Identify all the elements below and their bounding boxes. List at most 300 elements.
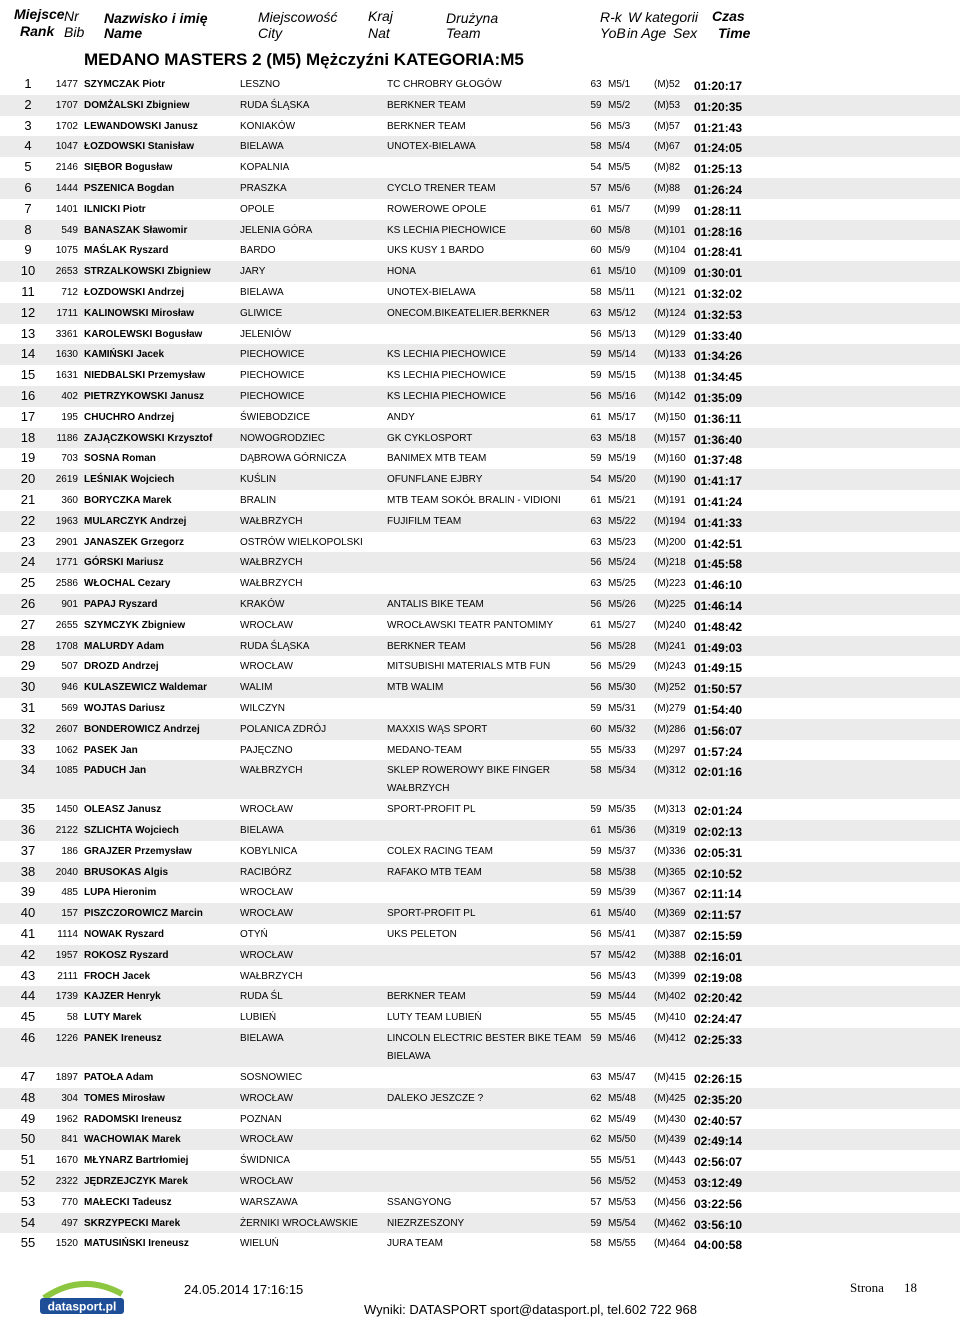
city-cell: SOSNOWIEC: [240, 1072, 303, 1084]
table-row: [0, 324, 960, 345]
birth-year-cell: 61: [590, 411, 602, 423]
rank-cell: 43: [20, 967, 36, 983]
gender-place-cell: (M)101: [654, 224, 686, 236]
header-team-pl: Drużyna: [446, 10, 499, 26]
finish-time-cell: 01:20:17: [694, 79, 743, 93]
finish-time-cell: 01:49:03: [694, 640, 743, 655]
city-cell: WROCŁAW: [240, 949, 293, 961]
birth-year-cell: 59: [590, 1033, 602, 1045]
category-place-cell: M5/8: [608, 224, 631, 236]
gender-place-cell: (M)430: [654, 1113, 686, 1125]
header-name-en: Name: [104, 25, 143, 41]
birth-year-cell: 56: [590, 640, 602, 652]
finish-time-cell: 02:24:47: [694, 1012, 743, 1027]
competitor-name: PASEK Jan: [84, 744, 138, 756]
bib-cell: 1075: [55, 245, 78, 257]
category-place-cell: M5/52: [608, 1176, 636, 1188]
team-cell: CYCLO TRENER TEAM: [387, 182, 496, 194]
category-place-cell: M5/3: [608, 120, 631, 132]
rank-cell: 27: [20, 616, 36, 632]
team-cell: MTB TEAM SOKÓŁ BRALIN - VIDIONI: [387, 494, 561, 506]
bib-cell: 1444: [55, 182, 78, 194]
table-row: [0, 303, 960, 324]
city-cell: PIECHOWICE: [240, 390, 305, 402]
table-row: [0, 95, 960, 116]
finish-time-cell: 02:56:07: [694, 1155, 743, 1170]
table-row: [0, 261, 960, 282]
finish-time-cell: 01:37:48: [694, 453, 743, 468]
bib-cell: 770: [61, 1196, 78, 1208]
birth-year-cell: 62: [590, 1134, 602, 1146]
team-cell: ANTALIS BIKE TEAM: [387, 598, 484, 610]
team-cell: UNOTEX-BIELAWA: [387, 286, 476, 298]
gender-place-cell: (M)218: [654, 557, 686, 569]
team-cell: ONECOM.BIKEATELIER.BERKNER: [387, 307, 550, 319]
bib-cell: 1711: [56, 307, 78, 319]
logo-swoosh: [44, 1284, 122, 1298]
table-row: [0, 573, 960, 594]
gender-place-cell: (M)67: [654, 141, 681, 153]
city-cell: BIELAWA: [240, 1033, 284, 1045]
gender-place-cell: (M)387: [654, 929, 686, 941]
bib-cell: 402: [61, 390, 78, 402]
category-place-cell: M5/38: [608, 866, 636, 878]
rank-cell: 18: [20, 429, 36, 445]
city-cell: PIECHOWICE: [240, 349, 305, 361]
city-cell: WROCŁAW: [240, 887, 293, 899]
gender-place-cell: (M)240: [654, 619, 686, 631]
bib-cell: 1085: [55, 765, 78, 777]
category-place-cell: M5/30: [608, 682, 636, 694]
bib-cell: 360: [61, 494, 78, 506]
category-place-cell: M5/1: [608, 79, 631, 90]
competitor-name: LEŚNIAK Wojciech: [84, 474, 175, 486]
table-row: [0, 365, 960, 386]
table-row: [0, 903, 960, 924]
birth-year-cell: 63: [590, 432, 602, 444]
category-place-cell: M5/5: [608, 162, 631, 174]
bib-cell: 2146: [55, 162, 78, 174]
table-row: [0, 344, 960, 365]
gender-place-cell: (M)464: [654, 1238, 686, 1250]
rank-cell: 10: [20, 263, 36, 279]
competitor-name: WŁOCHAL Cezary: [84, 578, 171, 590]
bib-cell: 1226: [55, 1033, 78, 1045]
rank-cell: 48: [20, 1089, 36, 1105]
city-cell: WROCŁAW: [240, 908, 293, 920]
rank-cell: 22: [20, 512, 36, 528]
rank-cell: 5: [24, 159, 32, 175]
table-row: [0, 136, 960, 157]
city-cell: LUBIEŃ: [240, 1012, 277, 1024]
city-cell: KRAKÓW: [240, 598, 285, 610]
table-row: [0, 178, 960, 199]
birth-year-cell: 62: [590, 1113, 602, 1125]
rank-cell: 21: [20, 491, 36, 507]
page-number: 18: [904, 1280, 917, 1295]
rank-cell: 44: [20, 988, 36, 1004]
finish-time-cell: 01:41:33: [694, 515, 743, 530]
city-cell: BIELAWA: [240, 141, 284, 153]
category-place-cell: M5/24: [608, 557, 636, 569]
birth-year-cell: 55: [590, 1155, 602, 1167]
bib-cell: 2322: [55, 1176, 78, 1188]
table-row: [0, 282, 960, 303]
category-place-cell: M5/53: [608, 1196, 636, 1208]
header-rank-en: Rank: [20, 23, 55, 39]
finish-time-cell: 02:16:01: [694, 949, 743, 964]
rank-cell: 8: [24, 221, 32, 237]
header-rank-pl: Miejsce: [14, 6, 65, 22]
gender-place-cell: (M)104: [654, 245, 686, 257]
rank-cell: 39: [20, 884, 36, 900]
city-cell: KUŚLIN: [240, 474, 277, 486]
bib-cell: 1186: [56, 432, 78, 444]
table-row: [0, 1067, 960, 1088]
rank-cell: 50: [20, 1131, 36, 1147]
competitor-name: BONDEROWICZ Andrzej: [84, 723, 200, 735]
finish-time-cell: 02:01:16: [694, 765, 743, 780]
header-yob-en: YoB: [600, 25, 626, 41]
competitor-name: WACHOWIAK Marek: [84, 1134, 181, 1146]
city-cell: WAŁBRZYCH: [240, 578, 303, 590]
finish-time-cell: 01:20:35: [694, 99, 743, 114]
bib-cell: 485: [61, 887, 78, 899]
competitor-name: PANEK Ireneusz: [84, 1033, 162, 1045]
table-row: [0, 698, 960, 719]
bib-cell: 2122: [55, 825, 78, 837]
bib-cell: 1450: [55, 804, 78, 816]
rank-cell: 40: [20, 905, 36, 921]
finish-time-cell: 01:36:11: [694, 411, 742, 426]
birth-year-cell: 58: [590, 141, 602, 153]
birth-year-cell: 58: [590, 1238, 602, 1250]
city-cell: JELENIÓW: [240, 328, 292, 340]
bib-cell: 946: [61, 682, 78, 694]
city-cell: BRALIN: [240, 494, 277, 506]
competitor-name: SZYMCZAK Piotr: [84, 79, 166, 90]
gender-place-cell: (M)297: [654, 744, 686, 756]
city-cell: WAŁBRZYCH: [240, 970, 303, 982]
rank-cell: 41: [20, 926, 36, 942]
finish-time-cell: 01:28:41: [694, 245, 743, 260]
header-name-pl: Nazwisko i imię: [104, 10, 208, 26]
city-cell: DĄBROWA GÓRNICZA: [240, 453, 347, 465]
bib-cell: 1963: [55, 515, 78, 527]
birth-year-cell: 55: [590, 744, 602, 756]
birth-year-cell: 57: [590, 949, 602, 961]
gender-place-cell: (M)109: [654, 266, 686, 278]
bib-cell: 2655: [55, 619, 78, 631]
rank-cell: 33: [20, 741, 36, 757]
header-cat-en: in Age: [627, 25, 667, 41]
bib-cell: 195: [61, 411, 78, 423]
finish-time-cell: 01:35:09: [694, 390, 743, 405]
finish-time-cell: 02:05:31: [694, 845, 743, 860]
finish-time-cell: 01:50:57: [694, 682, 743, 697]
bib-cell: 2111: [57, 970, 78, 982]
competitor-name: SKRZYPECKI Marek: [84, 1217, 181, 1229]
finish-time-cell: 01:42:51: [694, 536, 743, 551]
finish-time-cell: 01:26:24: [694, 182, 743, 197]
category-place-cell: M5/41: [608, 929, 636, 941]
competitor-name: NOWAK Ryszard: [84, 929, 165, 941]
finish-time-cell: 03:12:49: [694, 1176, 743, 1191]
header-bib-pl: Nr: [64, 8, 79, 24]
competitor-name: ILNICKI Piotr: [84, 203, 146, 215]
birth-year-cell: 60: [590, 224, 602, 236]
table-row: [0, 490, 960, 511]
rank-cell: 15: [20, 367, 36, 383]
city-cell: KONIAKÓW: [240, 120, 296, 132]
header-team-en: Team: [446, 25, 481, 41]
competitor-name: KULASZEWICZ Waldemar: [84, 682, 207, 694]
team-cell: UKS PELETON: [387, 929, 457, 941]
competitor-name: ZAJĄCZKOWSKI Krzysztof: [84, 432, 213, 444]
city-cell: PAJĘCZNO: [240, 744, 293, 756]
rank-cell: 37: [20, 842, 36, 858]
column-header: [0, 0, 960, 44]
birth-year-cell: 59: [590, 99, 602, 111]
finish-time-cell: 02:40:57: [694, 1113, 743, 1128]
finish-time-cell: 02:15:59: [694, 929, 743, 944]
header-bib-en: Bib: [64, 24, 85, 40]
gender-place-cell: (M)194: [654, 515, 686, 527]
team-cell: DALEKO JESZCZE ?: [387, 1092, 484, 1104]
city-cell: KOBYLNICA: [240, 845, 298, 857]
table-row: [0, 820, 960, 841]
birth-year-cell: 59: [590, 702, 602, 714]
finish-time-cell: 01:34:26: [694, 349, 743, 364]
category-place-cell: M5/2: [608, 99, 631, 111]
bib-cell: 1114: [57, 929, 78, 941]
bib-cell: 1962: [55, 1113, 78, 1125]
category-place-cell: M5/25: [608, 578, 636, 590]
category-place-cell: M5/44: [608, 991, 636, 1003]
birth-year-cell: 56: [590, 661, 602, 673]
table-row: [0, 386, 960, 407]
category-place-cell: M5/13: [608, 328, 636, 340]
bib-cell: 3361: [55, 328, 78, 340]
birth-year-cell: 56: [590, 390, 602, 402]
category-place-cell: M5/54: [608, 1217, 636, 1229]
finish-time-cell: 01:54:40: [694, 702, 743, 717]
header-city-en: City: [258, 25, 283, 41]
team-cell: BERKNER TEAM: [387, 991, 466, 1003]
category-place-cell: M5/11: [608, 286, 636, 298]
birth-year-cell: 56: [590, 557, 602, 569]
category-place-cell: M5/45: [608, 1012, 636, 1024]
birth-year-cell: 54: [590, 474, 602, 486]
category-place-cell: M5/17: [608, 411, 636, 423]
table-row: [0, 1109, 960, 1130]
header-nat-pl: Kraj: [368, 8, 393, 24]
category-place-cell: M5/35: [608, 804, 636, 816]
rank-cell: 31: [20, 699, 36, 715]
city-cell: RUDA ŚLĄSKA: [240, 640, 310, 652]
bib-cell: 703: [61, 453, 78, 465]
bib-cell: 2586: [55, 578, 78, 590]
competitor-name: DOMŻALSKI Zbigniew: [84, 99, 190, 111]
birth-year-cell: 61: [590, 825, 602, 837]
birth-year-cell: 58: [590, 765, 602, 777]
table-row: [0, 841, 960, 862]
finish-time-cell: 01:21:43: [694, 120, 743, 135]
team-cell: COLEX RACING TEAM: [387, 845, 493, 857]
category-place-cell: M5/50: [608, 1134, 636, 1146]
team-cell: GK CYKLOSPORT: [387, 432, 473, 444]
finish-time-cell: 03:22:56: [694, 1196, 743, 1211]
table-row: [0, 1171, 960, 1192]
competitor-name: PAPAJ Ryszard: [84, 598, 158, 610]
rank-cell: 24: [20, 554, 36, 570]
competitor-name: CHUCHRO Andrzej: [84, 411, 175, 423]
category-place-cell: M5/28: [608, 640, 636, 652]
team-cell: SPORT-PROFIT PL: [387, 804, 476, 816]
team-cell: BERKNER TEAM: [387, 120, 466, 132]
birth-year-cell: 60: [590, 245, 602, 257]
competitor-name: MATUSIŃSKI Ireneusz: [84, 1238, 189, 1250]
category-place-cell: M5/31: [608, 702, 636, 714]
bib-cell: 1520: [55, 1238, 78, 1250]
competitor-name: KAJZER Henryk: [84, 991, 161, 1003]
finish-time-cell: 01:49:15: [694, 661, 743, 676]
birth-year-cell: 63: [590, 578, 602, 590]
table-row: [0, 594, 960, 615]
rank-cell: 11: [21, 283, 35, 299]
city-cell: KOPALNIA: [240, 162, 290, 174]
city-cell: WIELUŃ: [240, 1238, 279, 1250]
page-title: MEDANO MASTERS 2 (M5) Mężczyźni KATEGORIA:M5: [84, 50, 524, 69]
table-row: [0, 966, 960, 987]
birth-year-cell: 56: [590, 120, 602, 132]
table-row: [0, 407, 960, 428]
competitor-name: LEWANDOWSKI Janusz: [84, 120, 198, 132]
competitor-name: MŁYNARZ Bartrłomiej: [84, 1155, 189, 1167]
team-cell: LINCOLN ELECTRIC BESTER BIKE TEAM: [387, 1033, 582, 1045]
table-row: [0, 740, 960, 761]
gender-place-cell: (M)52: [654, 79, 681, 90]
team-cell: LUTY TEAM LUBIEŃ: [387, 1012, 482, 1024]
competitor-name: LUPA Hieronim: [84, 887, 157, 899]
bib-cell: 1771: [55, 557, 78, 569]
rank-cell: 35: [20, 801, 36, 817]
table-row: [0, 240, 960, 261]
team-cell: UKS KUSY 1 BARDO: [387, 245, 485, 257]
gender-place-cell: (M)365: [654, 866, 686, 878]
finish-time-cell: 01:56:07: [694, 723, 743, 738]
gender-place-cell: (M)190: [654, 474, 686, 486]
page-label: Strona: [850, 1280, 884, 1295]
bib-cell: 507: [61, 661, 78, 673]
team-cell: KS LECHIA PIECHOWICE: [387, 224, 506, 236]
birth-year-cell: 61: [590, 494, 602, 506]
bib-cell: 2653: [55, 266, 78, 278]
finish-time-cell: 02:19:08: [694, 970, 743, 985]
birth-year-cell: 63: [590, 1072, 602, 1084]
rank-cell: 1: [24, 76, 32, 91]
table-row: [0, 799, 960, 820]
city-cell: WROCŁAW: [240, 1092, 293, 1104]
city-cell: PRASZKA: [240, 182, 287, 194]
rank-cell: 19: [20, 450, 36, 466]
bib-cell: 186: [61, 845, 78, 857]
team-cell: TC CHROBRY GŁOGÓW: [387, 79, 502, 90]
team-cell: OFUNFLANE EJBRY: [387, 474, 483, 486]
category-place-cell: M5/49: [608, 1113, 636, 1125]
header-sex-en: Sex: [673, 25, 698, 41]
finish-time-cell: 01:33:40: [694, 328, 743, 343]
birth-year-cell: 62: [590, 1092, 602, 1104]
competitor-name: PATOŁA Adam: [84, 1072, 154, 1084]
bib-cell: 1707: [55, 99, 78, 111]
birth-year-cell: 56: [590, 598, 602, 610]
bib-cell: 1708: [55, 640, 78, 652]
city-cell: NOWOGRODZIEC: [240, 432, 325, 444]
competitor-name: ŁOZDOWSKI Andrzej: [84, 286, 185, 298]
birth-year-cell: 56: [590, 929, 602, 941]
competitor-name: GRAJZER Przemysław: [84, 845, 192, 857]
competitor-name: GÓRSKI Mariusz: [84, 557, 164, 569]
city-cell: WARSZAWA: [240, 1196, 298, 1208]
category-place-cell: M5/21: [608, 494, 636, 506]
competitor-name: KALINOWSKI Mirosław: [84, 307, 195, 319]
category-place-cell: M5/27: [608, 619, 636, 631]
competitor-name: OLEASZ Janusz: [84, 804, 162, 816]
city-cell: WAŁBRZYCH: [240, 765, 303, 777]
gender-place-cell: (M)443: [654, 1155, 686, 1167]
datasport-logo: [36, 1276, 128, 1318]
table-row: [0, 1007, 960, 1028]
gender-place-cell: (M)410: [654, 1012, 686, 1024]
rank-cell: 49: [20, 1110, 36, 1126]
team-cell: SKLEP ROWEROWY BIKE FINGER: [387, 765, 550, 777]
table-row: [0, 615, 960, 636]
bib-cell: 1047: [55, 141, 78, 153]
team-cell: UNOTEX-BIELAWA: [387, 141, 476, 153]
table-row: [0, 552, 960, 573]
category-place-cell: M5/7: [608, 203, 631, 215]
finish-time-cell: 02:10:52: [694, 866, 743, 881]
category-place-cell: M5/18: [608, 432, 636, 444]
gender-place-cell: (M)138: [654, 370, 686, 382]
competitor-name: LUTY Marek: [84, 1012, 142, 1024]
rank-cell: 36: [20, 822, 36, 838]
category-place-cell: M5/14: [608, 349, 636, 361]
city-cell: WROCŁAW: [240, 804, 293, 816]
birth-year-cell: 61: [590, 203, 602, 215]
finish-time-cell: 01:48:42: [694, 619, 743, 634]
rank-cell: 25: [20, 575, 36, 591]
city-cell: RUDA ŚLĄSKA: [240, 99, 310, 111]
city-cell: JARY: [240, 266, 266, 278]
competitor-name: SZLICHTA Wojciech: [84, 825, 179, 837]
city-cell: POLANICA ZDRÓJ: [240, 723, 327, 735]
rank-cell: 17: [20, 408, 36, 424]
team-cell: MITSUBISHI MATERIALS MTB FUN: [387, 661, 551, 673]
category-place-cell: M5/15: [608, 370, 636, 382]
category-place-cell: M5/43: [608, 970, 636, 982]
city-cell: ŚWIDNICA: [240, 1155, 290, 1167]
rank-cell: 29: [20, 658, 36, 674]
team-cell: FUJIFILM TEAM: [387, 515, 462, 527]
finish-time-cell: 02:49:14: [694, 1134, 743, 1149]
competitor-name: TOMES Mirosław: [84, 1092, 165, 1104]
gender-place-cell: (M)99: [654, 203, 681, 215]
team-cell: NIEZRZESZONY: [387, 1217, 465, 1229]
city-cell: BIELAWA: [240, 286, 284, 298]
team-cell: RAFAKO MTB TEAM: [387, 866, 482, 878]
